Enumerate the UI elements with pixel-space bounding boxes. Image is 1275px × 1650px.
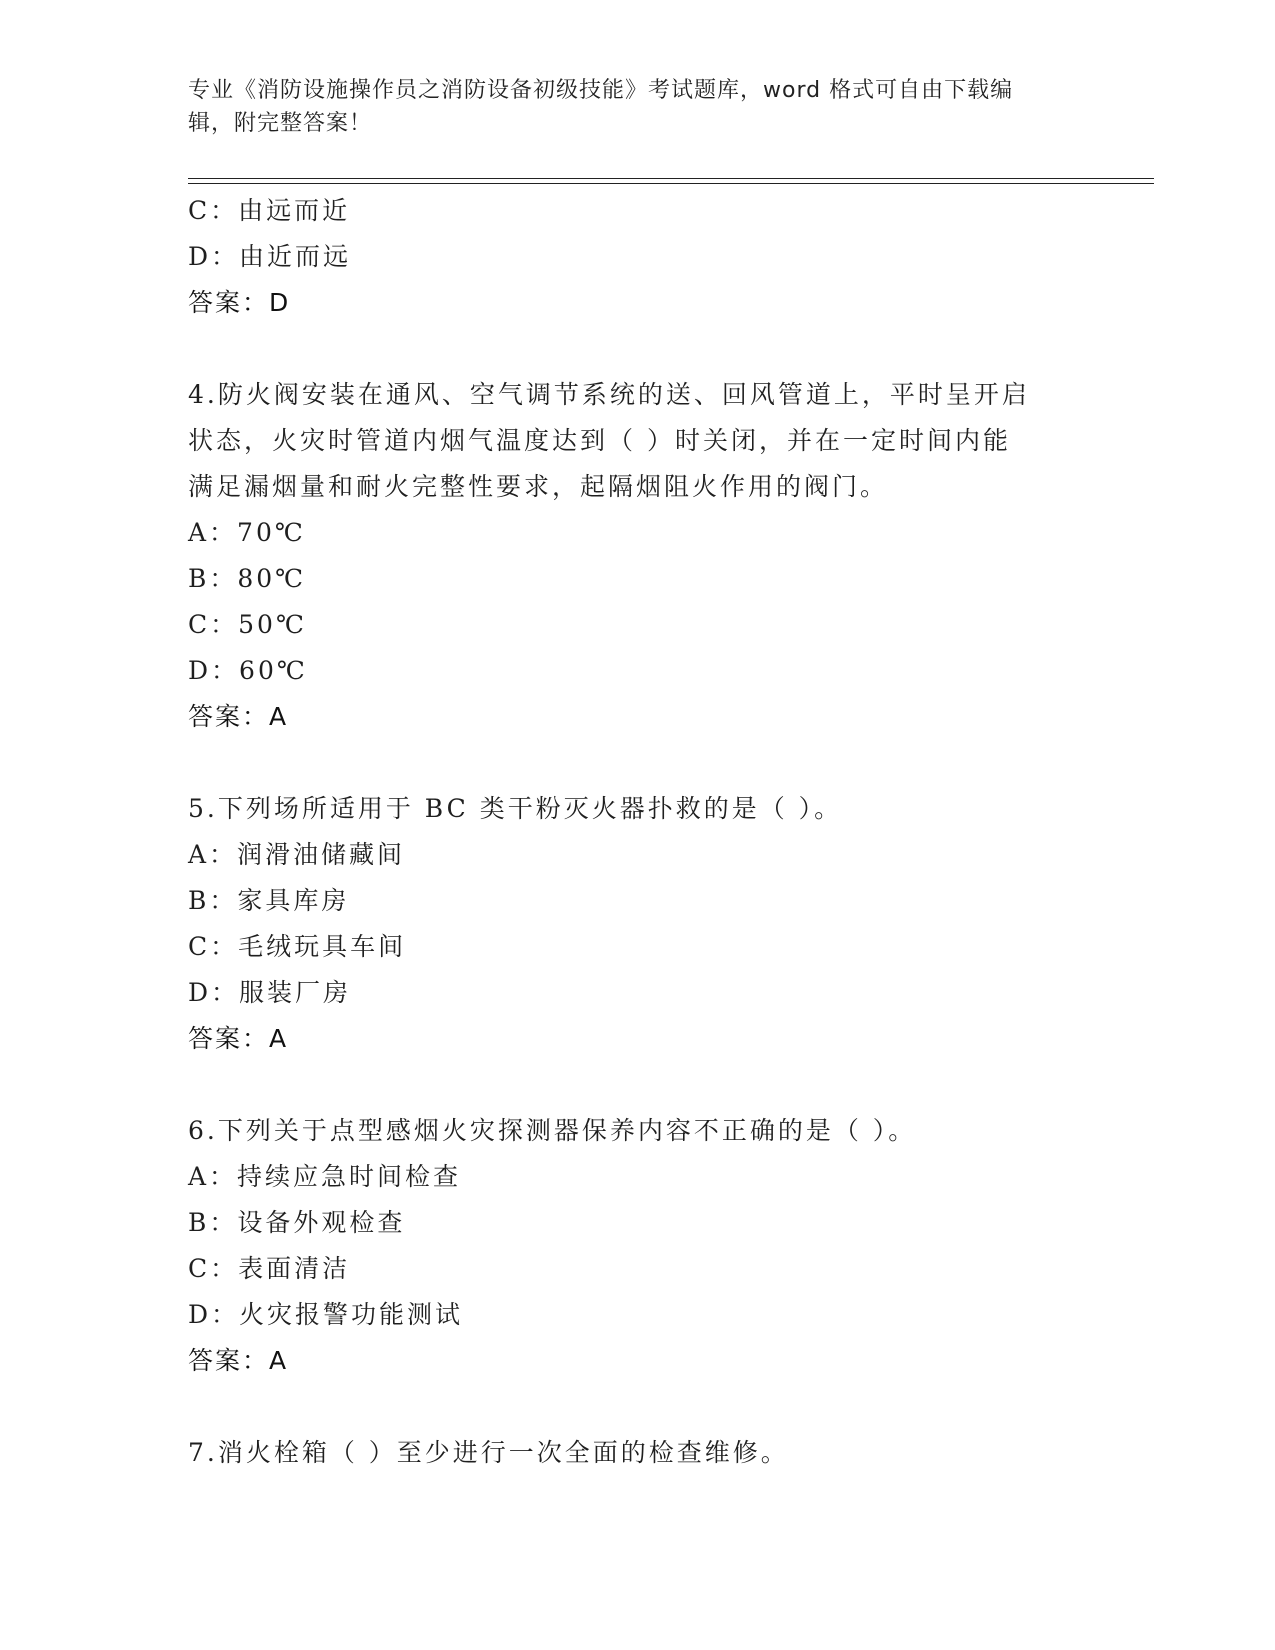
question-list <box>188 188 1088 1476</box>
header-rule-top <box>188 178 1154 179</box>
answer: 答案：A <box>188 702 289 731</box>
answer: 答案：A <box>188 1346 289 1375</box>
question-stem: 5.下列场所适用于 BC 类干粉灭火器扑救的是（ ）。 <box>188 794 843 823</box>
option-c: C：50℃ <box>188 610 307 639</box>
header-line-2: 辑，附完整答案！ <box>188 111 373 136</box>
option-c: C：由远而近 <box>188 196 351 225</box>
question-3 <box>188 188 1088 326</box>
option-b: B：家具库房 <box>188 886 350 915</box>
question-4 <box>188 372 1088 740</box>
header-line-1: 专业《消防设施操作员之消防设备初级技能》考试题库，word 格式可自由下载编 <box>188 78 1014 103</box>
question-stem-line-3: 满足漏烟量和耐火完整性要求，起隔烟阻火作用的阀门。 <box>188 472 889 501</box>
question-7 <box>188 1430 1088 1476</box>
question-stem-line-2: 状态，火灾时管道内烟气温度达到（ ）时关闭，并在一定时间内能 <box>188 426 1011 455</box>
question-5 <box>188 786 1088 1062</box>
option-d: D：由近而远 <box>188 242 352 271</box>
option-b: B：80℃ <box>188 564 307 593</box>
option-a: A：持续应急时间检查 <box>188 1162 462 1191</box>
spacer <box>188 1062 1088 1108</box>
question-stem-line-1: 4.防火阀安装在通风、空气调节系统的送、回风管道上，平时呈开启 <box>188 380 1030 409</box>
document-header <box>188 74 1068 140</box>
option-c: C：毛绒玩具车间 <box>188 932 407 961</box>
header-rule-bottom <box>188 183 1154 184</box>
option-a: A：70℃ <box>188 518 306 547</box>
spacer <box>188 326 1088 372</box>
option-d: D：火灾报警功能测试 <box>188 1300 464 1329</box>
spacer <box>188 740 1088 786</box>
question-stem: 6.下列关于点型感烟火灾探测器保养内容不正确的是（ ）。 <box>188 1116 917 1145</box>
question-stem: 7.消火栓箱（ ）至少进行一次全面的检查维修。 <box>188 1438 789 1467</box>
answer: 答案：A <box>188 1024 289 1053</box>
spacer <box>188 1384 1088 1430</box>
question-6 <box>188 1108 1088 1384</box>
option-a: A：润滑油储藏间 <box>188 840 406 869</box>
option-c: C：表面清洁 <box>188 1254 351 1283</box>
option-d: D：服装厂房 <box>188 978 352 1007</box>
option-b: B：设备外观检查 <box>188 1208 406 1237</box>
option-d: D：60℃ <box>188 656 308 685</box>
answer: 答案：D <box>188 288 291 317</box>
